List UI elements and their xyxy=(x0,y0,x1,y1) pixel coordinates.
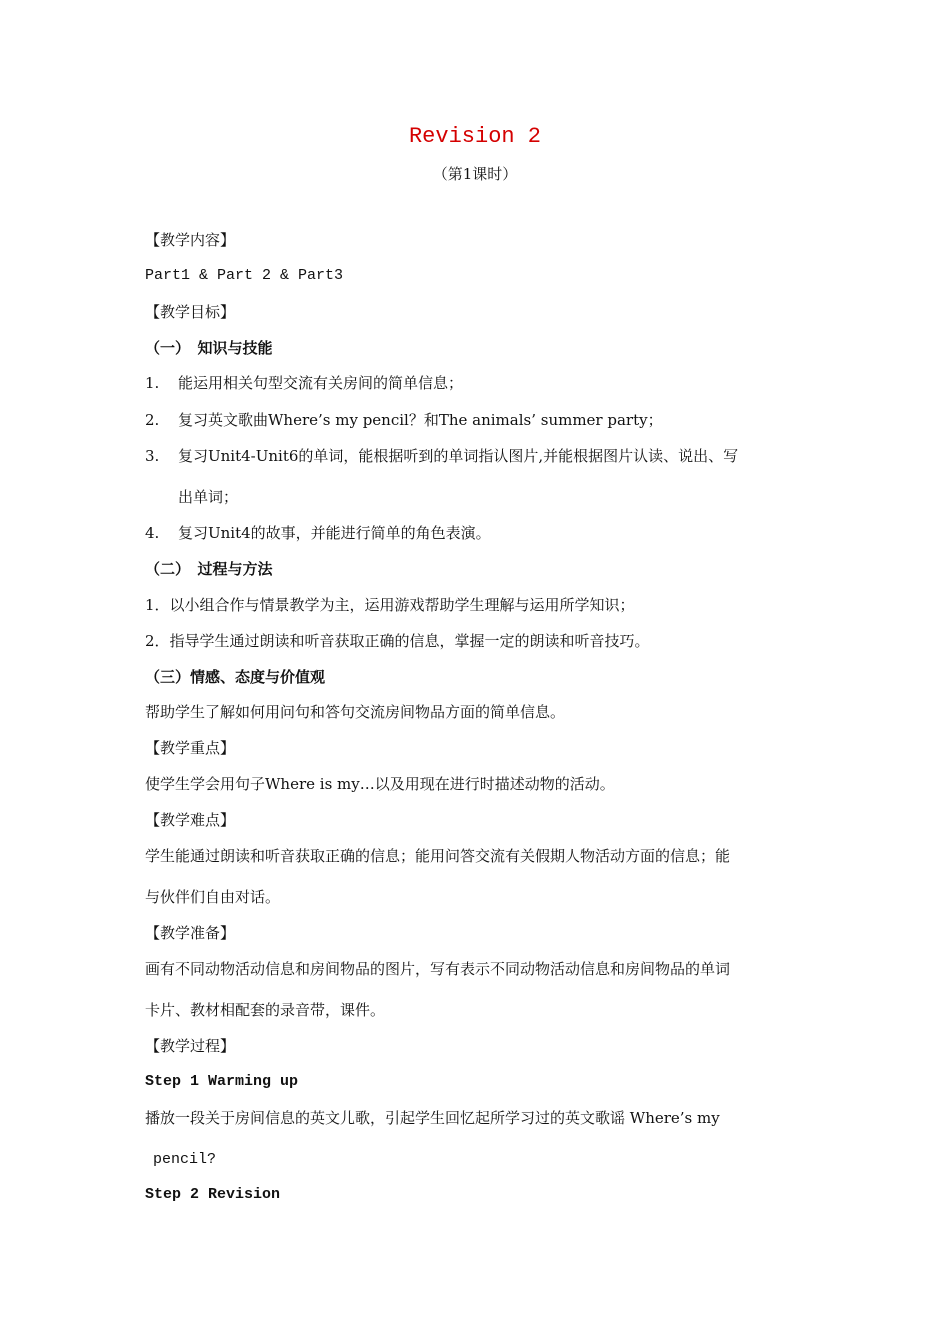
page-title: Revision 2 xyxy=(408,124,542,149)
step1-text: pencil? xyxy=(153,1151,217,1168)
knowledge-heading: （一） 知识与技能 xyxy=(145,339,273,357)
item-number: 1. xyxy=(145,374,160,392)
key-text: 使学生学会用句子Where is my…以及用现在进行时描述动物的活动。 xyxy=(145,775,615,793)
knowledge-item xyxy=(145,410,663,430)
knowledge-item xyxy=(145,446,738,466)
process-item: 1．以小组合作与情景教学为主，运用游戏帮助学生理解与运用所学知识； xyxy=(145,596,635,614)
item-number: 4. xyxy=(145,524,160,542)
difficulty-text: 学生能通过朗读和听音获取正确的信息；能用问答交流有关假期人物活动方面的信息；能 xyxy=(145,847,731,865)
step2-heading: Step 2 Revision xyxy=(145,1186,281,1203)
emotion-heading: （三）情感、态度与价值观 xyxy=(145,668,326,686)
item-text: 复习Unit4-Unit6的单词，能根据听到的单词指认图片,并能根据图片认读、说出、写 xyxy=(178,447,739,465)
item-text: 能运用相关句型交流有关房间的简单信息； xyxy=(178,374,464,392)
goals-heading: 【教学目标】 xyxy=(145,303,236,321)
prep-text: 画有不同动物活动信息和房间物品的图片，写有表示不同动物活动信息和房间物品的单词 xyxy=(145,960,731,978)
difficulty-text: 与伙伴们自由对话。 xyxy=(145,888,281,906)
step1-text: 播放一段关于房间信息的英文儿歌，引起学生回忆起所学习过的英文歌谣 Where’s my xyxy=(145,1109,720,1127)
item-number: 2. xyxy=(145,411,160,429)
item-number: 3. xyxy=(145,447,160,465)
item-text: 复习英文歌曲Where’s my pencil？和The animals’ summer party； xyxy=(178,411,663,429)
content-text: Part1 & Part 2 & Part3 xyxy=(145,267,344,284)
process-item: 2．指导学生通过朗读和听音获取正确的信息，掌握一定的朗读和听音技巧。 xyxy=(145,632,650,650)
step1-heading: Step 1 Warming up xyxy=(145,1073,299,1090)
difficulty-heading: 【教学难点】 xyxy=(145,811,236,829)
process-heading: （二） 过程与方法 xyxy=(145,560,273,578)
knowledge-item xyxy=(145,523,491,543)
prep-heading: 【教学准备】 xyxy=(145,924,236,942)
knowledge-item xyxy=(145,373,463,393)
procedure-heading: 【教学过程】 xyxy=(145,1037,236,1055)
page-subtitle: （第1课时） xyxy=(432,165,518,183)
key-heading: 【教学重点】 xyxy=(145,739,236,757)
knowledge-item-continuation: 出单词； xyxy=(178,488,239,506)
emotion-text: 帮助学生了解如何用问句和答句交流房间物品方面的简单信息。 xyxy=(145,703,566,721)
content-heading: 【教学内容】 xyxy=(145,231,236,249)
prep-text: 卡片、教材相配套的录音带，课件。 xyxy=(145,1001,386,1019)
item-text: 复习Unit4的故事，并能进行简单的角色表演。 xyxy=(178,524,491,542)
